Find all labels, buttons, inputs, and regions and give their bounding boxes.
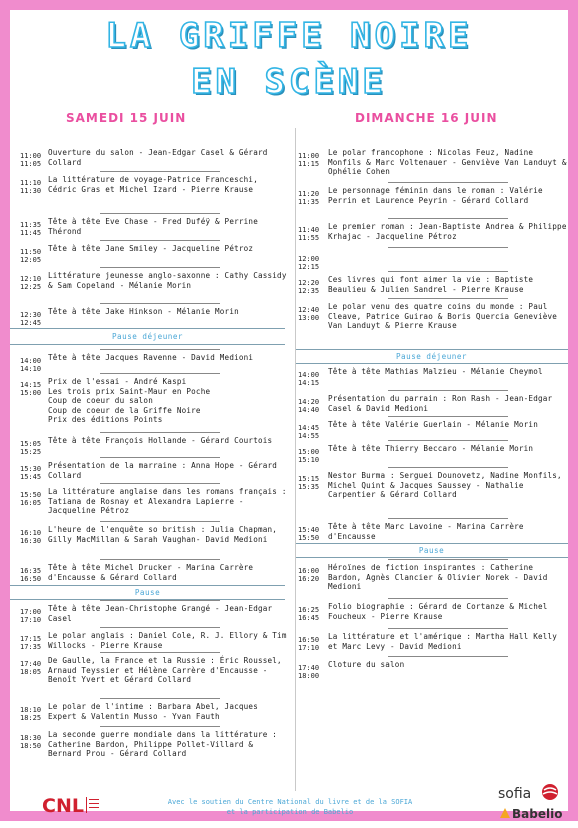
sunday-heading: DIMANCHE 16 JUIN bbox=[355, 111, 498, 125]
program-item-text: La littérature et l'amérique : Martha Hall Kelly et Marc Levy - David Medioni bbox=[328, 632, 558, 651]
time-slot: 14:00 14:15 bbox=[298, 371, 320, 387]
item-separator bbox=[388, 518, 508, 519]
time-slot: 17:15 17:35 bbox=[20, 635, 42, 651]
time-slot: 14:15 15:00 bbox=[20, 381, 42, 397]
item-separator bbox=[100, 432, 220, 433]
program-item-text: Le polar francophone : Nicolas Feuz, Nadine Monfils & Marc Voltenauer - Genviève Van Landuyt & Ophélie Cohen bbox=[328, 148, 567, 177]
time-slot: 15:05 15:25 bbox=[20, 440, 42, 456]
time-slot: 12:40 13:00 bbox=[298, 306, 320, 322]
time-slot: 16:50 17:10 bbox=[298, 636, 320, 652]
page-title-line2: EN SCÈNE bbox=[191, 62, 387, 102]
program-item-text: Tête à tête Jake Hinkson - Mélanie Morin bbox=[48, 307, 239, 316]
program-item-text: Tête à tête Eve Chase - Fred Duféÿ & Perrine Thérond bbox=[48, 217, 258, 236]
program-item-text: Folio biographie : Gérard de Cortanze & Michel Foucheux - Pierre Krause bbox=[328, 602, 548, 621]
svg-text:sofia: sofia bbox=[498, 786, 532, 802]
item-separator bbox=[100, 267, 220, 268]
saturday-pause: Pause bbox=[134, 588, 161, 597]
program-item-text: De Gaulle, la France et la Russie : Éric Roussel, Arnaud Teyssier et Hélène Carrère d'Encausse - Benoît Yvert et Gérard Collard bbox=[48, 656, 282, 685]
time-slot: 15:00 15:10 bbox=[298, 448, 320, 464]
section-line bbox=[10, 599, 285, 600]
sofia-babelio-logos bbox=[498, 782, 563, 828]
section-line bbox=[10, 328, 285, 329]
time-slot: 14:20 14:40 bbox=[298, 398, 320, 414]
footer-line1: Avec le soutien du Centre National du livre et de la SOFIA bbox=[167, 798, 413, 806]
time-slot: 11:00 11:05 bbox=[20, 152, 42, 168]
time-slot: 11:35 11:45 bbox=[20, 221, 42, 237]
program-item-text: La littérature anglaise dans les romans français : Tatiana de Rosnay et Alexandra Lapierre - Jacqueline Pétroz bbox=[48, 487, 287, 516]
time-slot: 16:10 16:30 bbox=[20, 529, 42, 545]
program-item-text: Tête à tête Mathias Malzieu - Mélanie Cheymol bbox=[328, 367, 543, 376]
program-item-text: Ouverture du salon - Jean-Edgar Casel & Gérard Collard bbox=[48, 148, 268, 167]
time-slot: 17:40 18:05 bbox=[20, 660, 42, 676]
time-slot: 15:30 15:45 bbox=[20, 465, 42, 481]
item-separator bbox=[100, 600, 220, 601]
section-line bbox=[10, 344, 285, 345]
time-slot: 16:25 16:45 bbox=[298, 606, 320, 622]
item-separator bbox=[388, 416, 508, 417]
item-separator bbox=[100, 652, 220, 653]
time-slot: 14:00 14:10 bbox=[20, 357, 42, 373]
program-item-text: La seconde guerre mondiale dans la littérature : Catherine Bardon, Philippe Pollet-Villard & Bernard Prou - Gérard Collard bbox=[48, 730, 278, 759]
item-separator bbox=[100, 559, 220, 560]
saturday-pause-lunch: Pause déjeuner bbox=[111, 332, 183, 341]
item-separator bbox=[100, 373, 220, 374]
program-item-text: Héroïnes de fiction inspirantes : Catherine Bardon, Agnès Clancier & Olivier Norek - David Medioni bbox=[328, 563, 548, 592]
time-slot: 17:40 18:00 bbox=[298, 664, 320, 680]
program-item-text: Tête à tête Marc Lavoine - Marina Carrère d'Encausse bbox=[328, 522, 524, 541]
time-slot: 15:50 16:05 bbox=[20, 491, 42, 507]
item-separator bbox=[388, 559, 508, 560]
time-slot: 18:10 18:25 bbox=[20, 706, 42, 722]
program-item-text: Ces livres qui font aimer la vie : Baptiste Beaulieu & Julien Sandrel - Pierre Krause bbox=[328, 275, 534, 294]
time-slot: 16:00 16:20 bbox=[298, 567, 320, 583]
time-slot: 12:20 12:35 bbox=[298, 279, 320, 295]
time-slot: 12:00 12:15 bbox=[298, 255, 320, 271]
item-separator bbox=[100, 213, 220, 214]
saturday-heading: SAMEDI 15 JUIN bbox=[66, 111, 187, 125]
item-separator bbox=[388, 656, 508, 657]
time-slot: 14:45 14:55 bbox=[298, 424, 320, 440]
program-item-text: Tête à tête Michel Drucker - Marina Carrère d'Encausse & Gérard Collard bbox=[48, 563, 254, 582]
program-item-text: Tête à tête François Hollande - Gérard Courtois bbox=[48, 436, 273, 445]
item-separator bbox=[100, 521, 220, 522]
time-slot: 11:10 11:30 bbox=[20, 179, 42, 195]
item-separator bbox=[100, 698, 220, 699]
item-separator bbox=[100, 457, 220, 458]
item-separator bbox=[100, 726, 220, 727]
program-item-text: Le polar venu des quatre coins du monde : Paul Cleave, Patrice Guirao & Boris Quercia Geneviève Van Landuyt & Pierre Krause bbox=[328, 302, 558, 331]
section-line bbox=[296, 349, 568, 350]
program-item-text: Tête à tête Jacques Ravenne - David Medioni bbox=[48, 353, 254, 362]
program-item-text: Tête à tête Thierry Beccaro - Mélanie Morin bbox=[328, 444, 534, 453]
footer-line2: et la participation de Babelio bbox=[226, 808, 354, 816]
time-slot: 15:15 15:35 bbox=[298, 475, 320, 491]
program-item-text: Le polar anglais : Daniel Cole, R. J. Ellory & Tim Willocks - Pierre Krause bbox=[48, 631, 287, 650]
time-slot: 11:50 12:05 bbox=[20, 248, 42, 264]
sunday-pause: Pause bbox=[418, 546, 445, 555]
program-item-text: La littérature de voyage-Patrice Franceschi, Cédric Gras et Michel Izard - Pierre Krause bbox=[48, 175, 258, 194]
program-item-text: Prix de l'essai - André Kaspi Les trois prix Saint-Maur en Poche Coup de coeur du salon Coup de coeur de la Griffe Noire Prix des éditions Points bbox=[48, 377, 211, 425]
program-item-text: Nestor Burma : Serguei Dounovetz, Nadine Monfils, Michel Quint & Jacques Saussey - Nathalie Carpentier & Gérard Collard bbox=[328, 471, 562, 500]
footer-credits bbox=[140, 797, 440, 817]
item-separator bbox=[100, 627, 220, 628]
section-line bbox=[296, 363, 568, 364]
program-item-text: Littérature jeunesse anglo-saxonne : Cathy Cassidy & Sam Copeland - Mélanie Morin bbox=[48, 271, 287, 290]
item-separator bbox=[388, 467, 508, 468]
time-slot: 16:35 16:50 bbox=[20, 567, 42, 583]
page-title-line1: LA GRIFFE NOIRE bbox=[105, 16, 473, 56]
program-item-text: Le polar de l'intime : Barbara Abel, Jacques Expert & Valentin Musso - Yvan Fauth bbox=[48, 702, 258, 721]
time-slot: 15:40 15:50 bbox=[298, 526, 320, 542]
item-separator bbox=[388, 440, 508, 441]
svg-text:Babelio: Babelio bbox=[512, 807, 563, 821]
time-slot: 12:30 12:45 bbox=[20, 311, 42, 327]
program-item-text: Le personnage féminin dans le roman : Valérie Perrin et Laurence Peyrin - Gérard Collard bbox=[328, 186, 543, 205]
item-separator bbox=[388, 271, 508, 272]
program-item-text: Tête à tête Jean-Christophe Grangé - Jean-Edgar Casel bbox=[48, 604, 273, 623]
time-slot: 11:00 11:15 bbox=[298, 152, 320, 168]
item-separator bbox=[100, 240, 220, 241]
program-item-text: Présentation du parrain : Ron Rash - Jean-Edgar Casel & David Medioni bbox=[328, 394, 553, 413]
item-separator bbox=[100, 349, 220, 350]
time-slot: 12:10 12:25 bbox=[20, 275, 42, 291]
cnl-logo bbox=[42, 792, 102, 822]
item-separator bbox=[388, 298, 508, 299]
column-divider bbox=[295, 128, 296, 791]
section-line bbox=[10, 585, 285, 586]
time-slot: 11:20 11:35 bbox=[298, 190, 320, 206]
program-item-text: Cloture du salon bbox=[328, 660, 405, 669]
item-separator bbox=[388, 247, 508, 248]
program-item-text: Présentation de la marraine : Anna Hope - Gérard Collard bbox=[48, 461, 278, 480]
item-separator bbox=[100, 303, 220, 304]
item-separator bbox=[388, 598, 508, 599]
program-item-text: Tête à tête Valérie Guerlain - Mélanie Morin bbox=[328, 420, 538, 429]
item-separator bbox=[388, 628, 508, 629]
item-separator bbox=[388, 390, 508, 391]
section-line bbox=[296, 543, 568, 544]
program-item-text: Le premier roman : Jean-Baptiste Andrea & Philippe Krhajac - Jacqueline Pétroz bbox=[328, 222, 567, 241]
time-slot: 11:40 11:55 bbox=[298, 226, 320, 242]
program-item-text: L'heure de l'enquête so british : Julia Chapman, Gilly MacMillan & Sarah Vaughan- David Medioni bbox=[48, 525, 278, 544]
time-slot: 17:00 17:10 bbox=[20, 608, 42, 624]
sunday-pause-lunch: Pause déjeuner bbox=[395, 352, 467, 361]
svg-text:CNL: CNL bbox=[42, 795, 84, 817]
program-item-text: Tête à tête Jane Smiley - Jacqueline Pétroz bbox=[48, 244, 254, 253]
section-line bbox=[296, 557, 568, 558]
item-separator bbox=[100, 171, 220, 172]
time-slot: 18:30 18:50 bbox=[20, 734, 42, 750]
item-separator bbox=[388, 182, 508, 183]
item-separator bbox=[100, 483, 220, 484]
item-separator bbox=[388, 218, 508, 219]
